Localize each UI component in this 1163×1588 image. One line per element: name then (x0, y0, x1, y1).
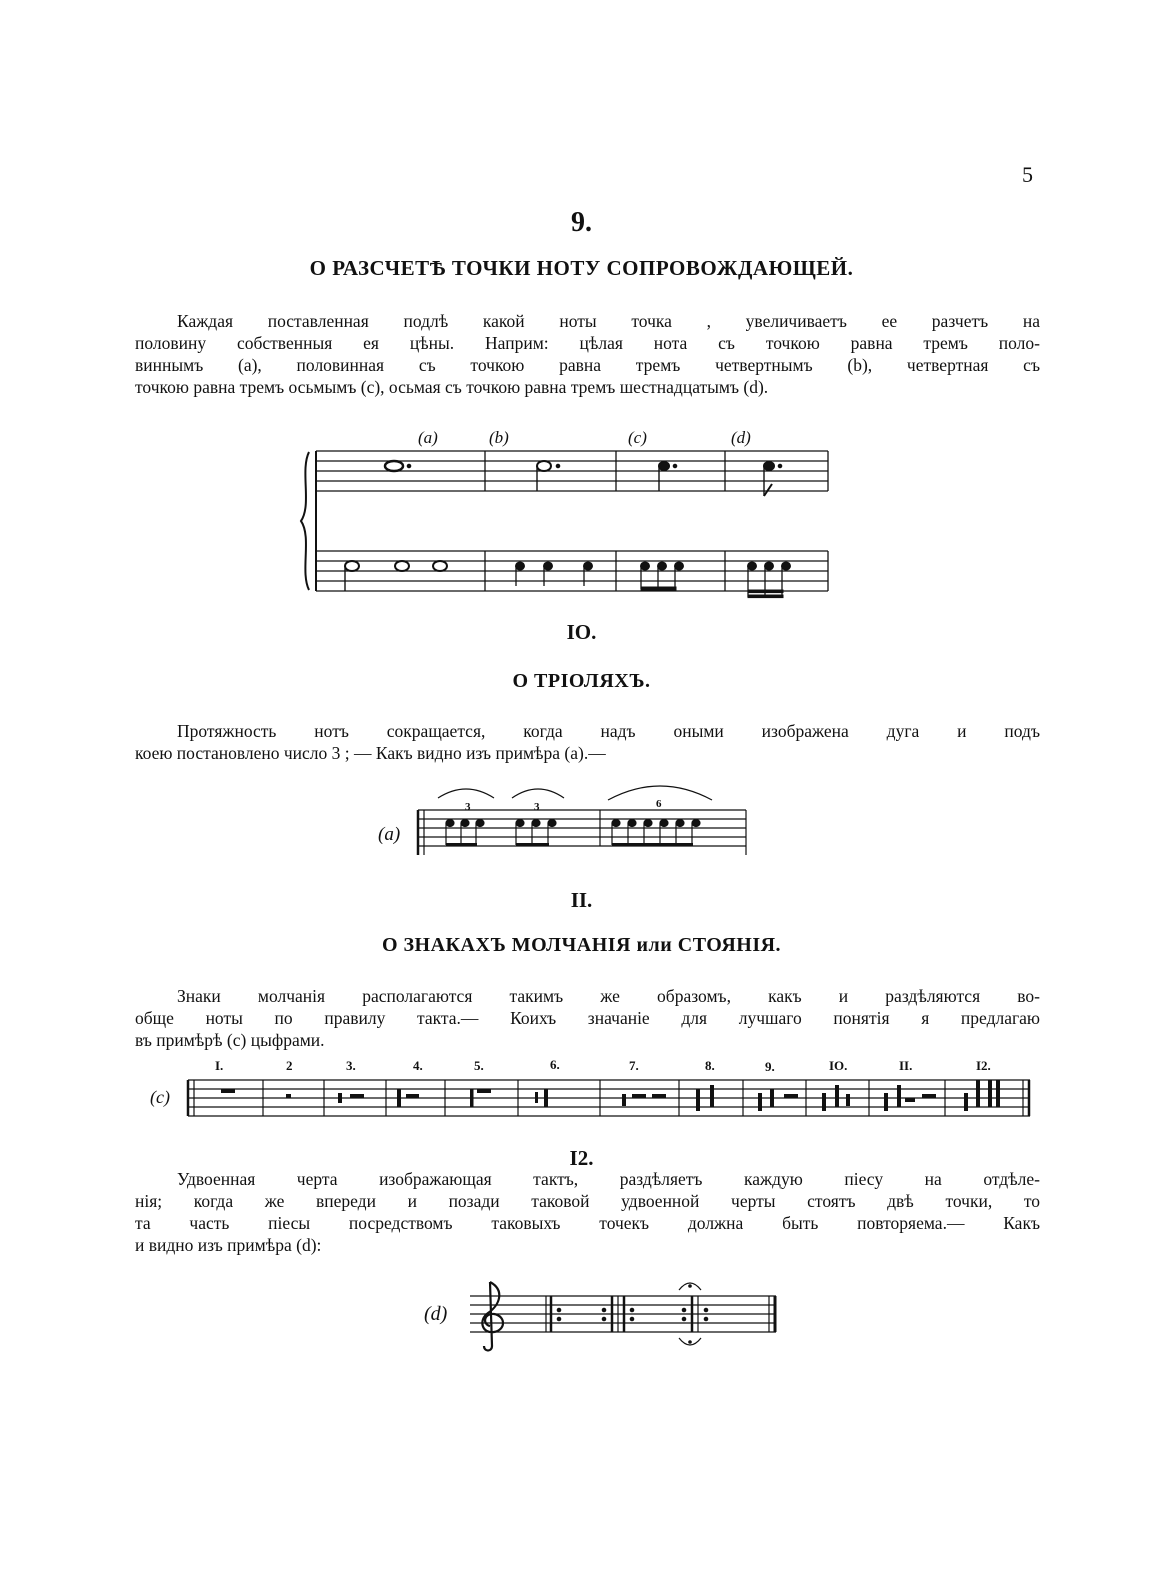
rest-number: 3. (346, 1058, 356, 1073)
tuplet-number: 6 (656, 798, 662, 810)
paragraph-line: обще ноты по правилу такта.— Коихъ значаніе для лучшаго понятія я предлагаю (135, 1008, 1040, 1028)
rest-number: I. (215, 1058, 224, 1073)
rest-number: 8. (705, 1058, 715, 1073)
example-label: (d) (424, 1303, 448, 1325)
rest-number: 9. (765, 1059, 775, 1074)
paragraph-line: Удвоенная черта изображающая тактъ, раздѣляетъ каждую піесу на отдѣле- (177, 1169, 1040, 1189)
example-label-c: (c) (628, 428, 647, 447)
section-9-number: 9. (571, 207, 592, 238)
rest-number: 2 (286, 1058, 293, 1073)
paragraph-line: въ примѣрѣ (c) цыфрами. (135, 1030, 325, 1050)
page-number: 5 (1022, 162, 1033, 187)
paragraph-line: нія; когда же впереди и позади таковой удвоенной черты стоятъ двѣ точки, то (135, 1191, 1040, 1211)
rest-number: 4. (413, 1058, 423, 1073)
example-label: (c) (150, 1087, 170, 1107)
paragraph-line: коею постановлено число 3 ; — Какъ видно изъ примѣра (a).— (135, 743, 606, 763)
paragraph-line: Протяжность нотъ сокращается, когда надъ оными изображена дуга и подъ (177, 721, 1040, 741)
paragraph-line: половину собственныя ея цѣны. Наприм: цѣлая нота съ точкою равна тремъ поло- (135, 333, 1040, 353)
paragraph-line: виннымъ (a), половинная съ точкою равна тремъ четвертнымъ (b), четвертная съ (135, 355, 1040, 375)
paragraph-line: та часть піесы посредствомъ таковыхъ точекъ должна быть повторяема.— Какъ (135, 1213, 1040, 1233)
section-10-number: IO. (566, 620, 597, 644)
section-11-title: О ЗНАКАХЪ МОЛЧАНІЯ или СТОЯНІЯ. (381, 934, 782, 956)
example-label-b: (b) (489, 428, 509, 447)
example-label-d: (d) (731, 428, 751, 447)
tuplet-number: 3 (534, 801, 540, 813)
rest-number: 7. (629, 1058, 639, 1073)
paragraph-line: и видно изъ примѣра (d): (135, 1235, 322, 1255)
tuplet-number: 3 (465, 801, 471, 813)
section-11-number: II. (570, 888, 593, 912)
rest-number: 5. (474, 1058, 484, 1073)
example-label-a: (a) (418, 428, 438, 447)
section-10-title: О ТРІОЛЯХЪ. (512, 670, 651, 692)
section-9-title: О РАЗСЧЕТѢ ТОЧКИ НОТУ СОПРОВОЖДАЮЩЕЙ. (309, 256, 854, 280)
treble-clef (482, 1282, 503, 1351)
rest-number: IO. (829, 1058, 848, 1073)
rest-number: I2. (976, 1058, 991, 1073)
rest-number: II. (899, 1058, 913, 1073)
paragraph-line: Знаки молчанія располагаются такимъ же образомъ, какъ и раздѣляются во- (177, 986, 1040, 1006)
example-label: (a) (378, 824, 401, 845)
paragraph-line: точкою равна тремъ осьмымъ (c), осьмая съ точкою равна тремъ шестнадцатымъ (d). (135, 377, 769, 397)
rest-number: 6. (550, 1057, 560, 1072)
paragraph-line: Каждая поставленная подлѣ какой ноты точка , увеличиваетъ ее разчетъ на (177, 311, 1040, 331)
section-12-number: I2. (569, 1146, 594, 1170)
